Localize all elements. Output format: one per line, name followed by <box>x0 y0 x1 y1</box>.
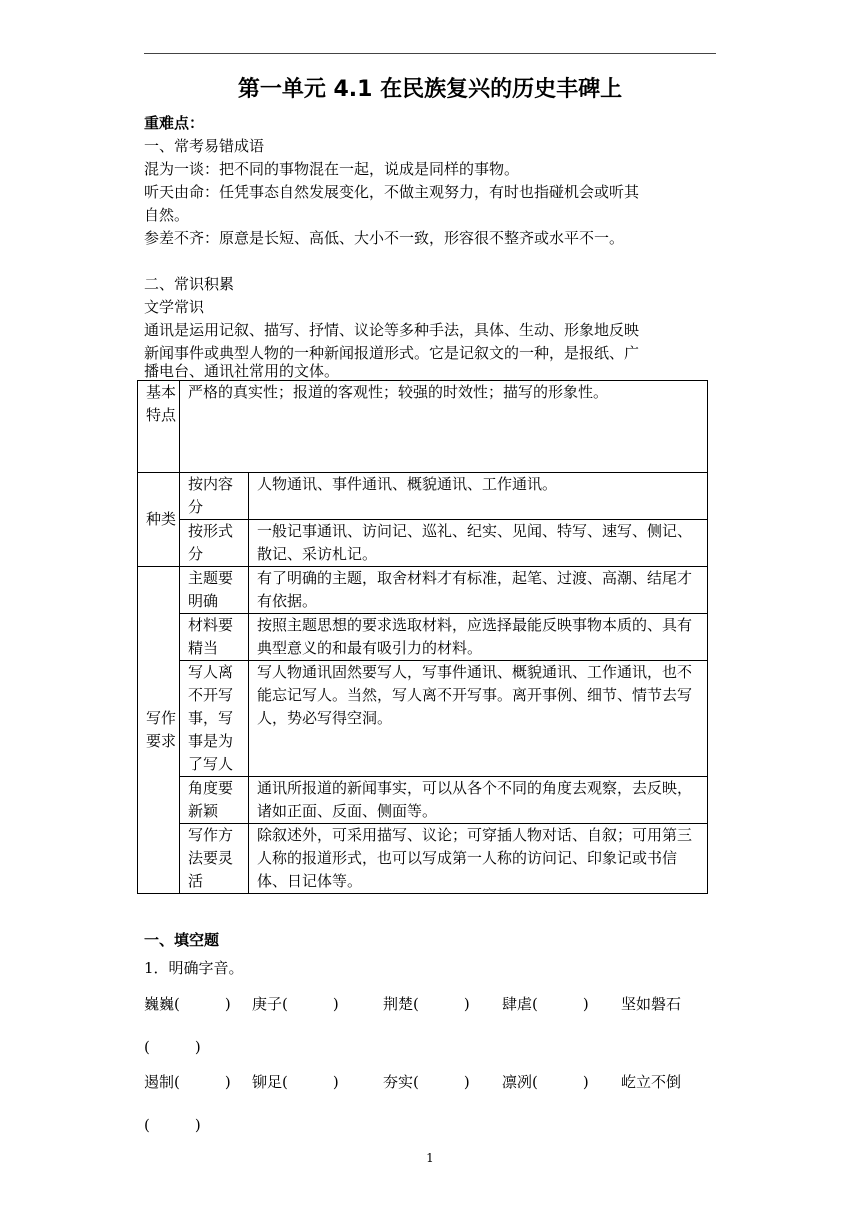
pinyin-row-1-tail: ( ) <box>144 1038 201 1056</box>
writing-item-text: 按照主题思想的要求选取材料，应选择最能反映事物本质的、具有典型意义的和最有吸引力的材料。 <box>249 614 708 661</box>
features-text: 严格的真实性；报道的客观性；较强的时效性；描写的形象性。 <box>180 381 708 473</box>
word-blank: 肆虐( ) <box>502 995 589 1013</box>
page-number: 1 <box>426 1151 434 1165</box>
idiom-item: 混为一谈：把不同的事物混在一起，说成是同样的事物。 <box>144 160 520 178</box>
type-text: 人物通讯、事件通讯、概貌通讯、工作通讯。 <box>249 473 708 520</box>
news-definition-line: 播电台、通讯社常用的文体。 <box>144 362 340 380</box>
writing-item-label: 写作方法要灵活 <box>180 824 249 894</box>
table-row <box>138 473 708 520</box>
section2-heading: 二、常识积累 <box>144 275 235 293</box>
word-blank: 庚子( ) <box>252 995 339 1013</box>
writing-item-label: 材料要精当 <box>180 614 249 661</box>
table-row <box>138 661 708 777</box>
writing-item-text: 通讯所报道的新闻事实，可以从各个不同的角度去观察，去反映，诸如正面、反面、侧面等。 <box>249 777 708 824</box>
pinyin-row-2 <box>144 1070 681 1094</box>
idiom-item: 听天由命：任凭事态自然发展变化，不做主观努力，有时也指碰机会或听其 <box>144 183 640 201</box>
word-blank: 荆楚( ) <box>383 995 470 1013</box>
features-label: 基本特点 <box>138 381 180 473</box>
table-row <box>138 520 708 567</box>
word-blank: 坚如磐石 <box>621 995 682 1013</box>
question-1: 1．明确字音。 <box>144 959 244 977</box>
word-blank: 巍巍( ) <box>144 995 231 1013</box>
writing-item-text: 除叙述外，可采用描写、议论；可穿插人物对话、自叙；可用第三人称的报道形式，也可以写成第一人称的访问记、印象记或书信体、日记体等。 <box>249 824 708 894</box>
table-row <box>138 567 708 614</box>
type-label: 按形式分 <box>180 520 249 567</box>
pinyin-row-1 <box>144 992 681 1016</box>
word-blank: 遏制( ) <box>144 1073 231 1091</box>
section1-heading: 一、常考易错成语 <box>144 137 265 155</box>
table-row <box>138 824 708 894</box>
writing-item-label: 主题要明确 <box>180 567 249 614</box>
word-blank: 凛冽( ) <box>502 1073 589 1091</box>
table-row <box>138 777 708 824</box>
idiom-item: 参差不齐：原意是长短、高低、大小不一致，形容很不整齐或水平不一。 <box>144 229 625 247</box>
writing-label: 写作要求 <box>138 567 180 894</box>
table-row <box>138 614 708 661</box>
word-blank: 屹立不倒 <box>621 1073 682 1091</box>
writing-item-label: 角度要新颖 <box>180 777 249 824</box>
key-points-label: 重难点： <box>144 114 205 132</box>
word-blank: 铆足( ) <box>252 1073 339 1091</box>
writing-item-text: 写人物通讯固然要写人，写事件通讯、概貌通讯、工作通讯，也不能忘记写人。当然，写人离不开写事。离开事例、细节、情节去写人，势必写得空洞。 <box>249 661 708 777</box>
types-label: 种类 <box>138 473 180 567</box>
type-text: 一般记事通讯、访问记、巡礼、纪实、见闻、特写、速写、侧记、散记、采访札记。 <box>249 520 708 567</box>
type-label: 按内容分 <box>180 473 249 520</box>
writing-item-label: 写人离不开写事，写事是为了写人 <box>180 661 249 777</box>
news-definition-line: 通讯是运用记叙、描写、抒情、议论等多种手法，具体、生动、形象地反映 <box>144 321 640 339</box>
writing-item-text: 有了明确的主题，取舍材料才有标准，起笔、过渡、高潮、结尾才有依据。 <box>249 567 708 614</box>
idiom-item-continued: 自然。 <box>144 206 190 224</box>
word-blank: 夯实( ) <box>383 1073 470 1091</box>
news-definition-line: 新闻事件或典型人物的一种新闻报道形式。它是记叙文的一种，是报纸、广 <box>144 344 640 362</box>
pinyin-row-2-tail: ( ) <box>144 1116 201 1134</box>
header-rule <box>144 53 716 54</box>
section2-subheading: 文学常识 <box>144 298 205 316</box>
exercises-heading: 一、填空题 <box>144 931 220 949</box>
page-title: 第一单元 4.1 在民族复兴的历史丰碑上 <box>237 77 623 102</box>
table-row <box>138 381 708 473</box>
news-notes-table <box>137 380 708 894</box>
